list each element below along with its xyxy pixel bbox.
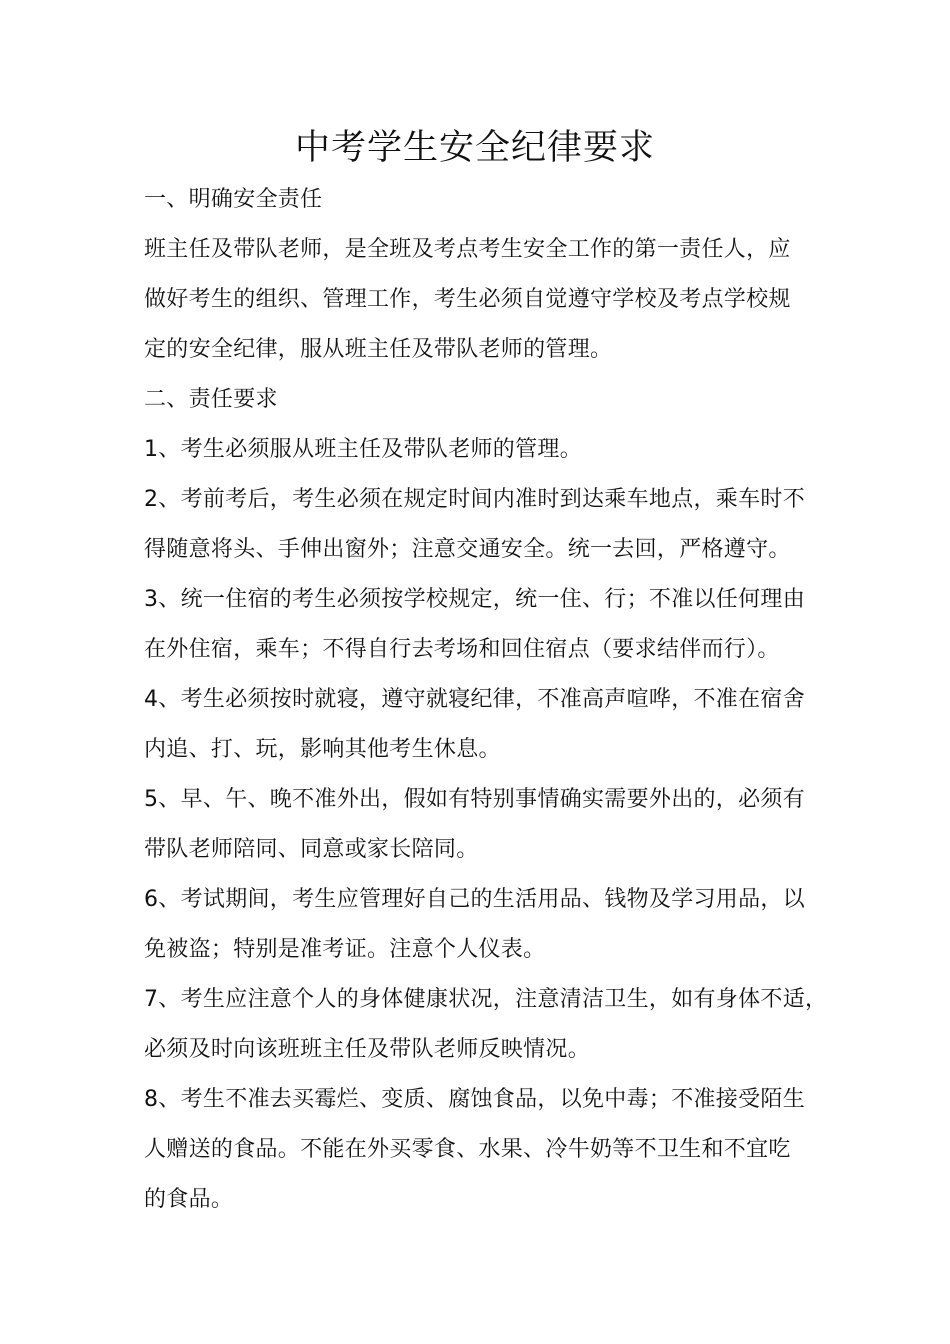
- section-heading-1: 一、明确安全责任: [144, 187, 323, 212]
- rule-item-3: 3、统一住宿的考生必须按学校规定，统一住、行；不准以任何理由: [144, 587, 805, 612]
- paragraph-line: 班主任及带队老师，是全班及考点考生安全工作的第一责任人，应: [144, 237, 791, 262]
- section-heading-2: 二、责任要求: [144, 387, 278, 412]
- document-body: [144, 175, 828, 1225]
- rule-item-6-cont: 免被盗；特别是准考证。注意个人仪表。: [144, 937, 546, 962]
- paragraph-line: 做好考生的组织、管理工作，考生必须自觉遵守学校及考点学校规: [144, 287, 791, 312]
- rule-item-1: 1、考生必须服从班主任及带队老师的管理。: [144, 437, 582, 462]
- rule-item-7: 7、考生应注意个人的身体健康状况，注意清洁卫生，如有身体不适，: [144, 987, 828, 1012]
- rule-item-5: 5、早、午、晚不准外出，假如有特别事情确实需要外出的，必须有: [144, 787, 805, 812]
- rule-item-8: 8、考生不准去买霉烂、变质、腐蚀食品，以免中毒；不准接受陌生: [144, 1087, 805, 1112]
- rule-item-6: 6、考试期间，考生应管理好自己的生活用品、钱物及学习用品，以: [144, 887, 805, 912]
- rule-item-3-cont: 在外住宿，乘车；不得自行去考场和回住宿点（要求结伴而行）。: [144, 637, 780, 662]
- rule-item-5-cont: 带队老师陪同、同意或家长陪同。: [144, 837, 479, 862]
- rule-item-2-cont: 得随意将头、手伸出窗外；注意交通安全。统一去回，严格遵守。: [144, 537, 791, 562]
- document-title: 中考学生安全纪律要求: [294, 128, 655, 168]
- rule-item-2: 2、考前考后，考生必须在规定时间内准时到达乘车地点，乘车时不: [144, 487, 805, 512]
- paragraph-line: 定的安全纪律，服从班主任及带队老师的管理。: [144, 337, 613, 362]
- rule-item-8-cont: 人赠送的食品。不能在外买零食、水果、冷牛奶等不卫生和不宜吃: [144, 1137, 791, 1162]
- rule-item-7-cont: 必须及时向该班班主任及带队老师反映情况。: [144, 1037, 591, 1062]
- rule-item-8-cont: 的食品。: [144, 1187, 234, 1212]
- rule-item-4-cont: 内追、打、玩，影响其他考生休息。: [144, 737, 501, 762]
- rule-item-4: 4、考生必须按时就寝，遵守就寝纪律，不准高声喧哗，不准在宿舍: [144, 687, 805, 712]
